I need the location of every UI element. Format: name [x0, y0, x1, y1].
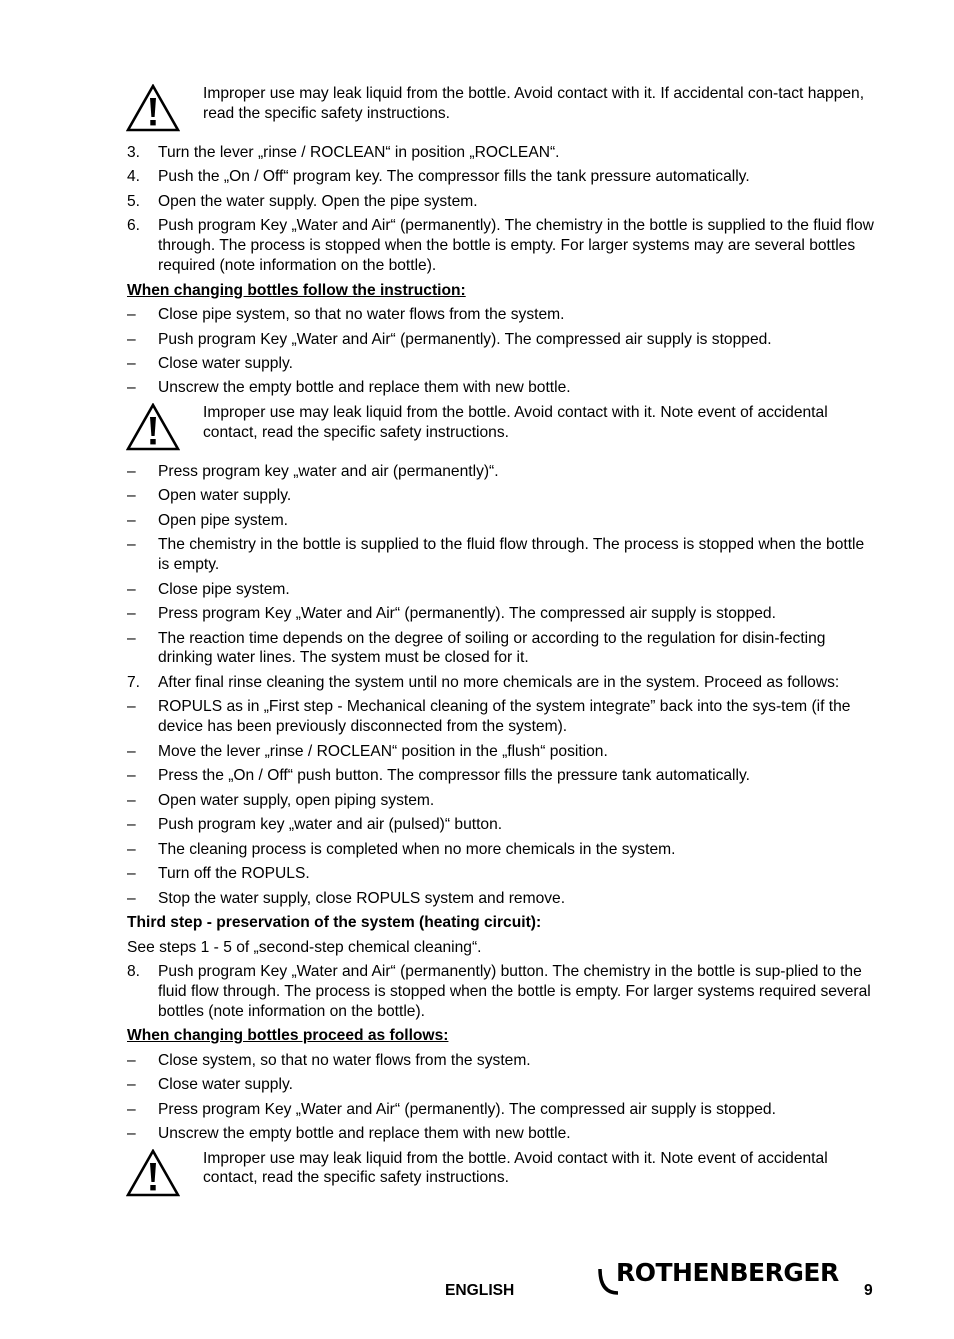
warning-triangle-icon [126, 84, 180, 132]
list-marker: 7. [127, 673, 141, 691]
list-marker: – [127, 1051, 136, 1069]
warning-text: Improper use may leak liquid from the bottle. Avoid contact with it. Note event of accidental contact, read the specific safety instructions. [203, 403, 828, 441]
item-text: Open the water supply. Open the pipe system. [158, 192, 478, 210]
list-marker: – [127, 791, 136, 809]
item-text: The reaction time depends on the degree of soiling or according to the regulation for disin-fecting drinking water lines. The system must be closed for it. [158, 629, 826, 667]
dash-list-item [127, 1075, 875, 1095]
dash-list-item [127, 1051, 875, 1071]
item-text: Close water supply. [158, 354, 293, 372]
list-marker: – [127, 605, 136, 623]
item-text: Press the „On / Off“ push button. The compressor fills the pressure tank automatically. [158, 767, 750, 785]
list-marker: – [127, 536, 136, 554]
dash-list-item [127, 791, 875, 811]
list-marker: – [127, 840, 136, 858]
warning-triangle-icon [126, 1149, 180, 1197]
dash-list-item [127, 330, 875, 350]
list-marker: – [127, 889, 136, 907]
dash-list-item [127, 864, 875, 884]
item-text: Unscrew the empty bottle and replace them with new bottle. [158, 1125, 571, 1143]
dash-list-item [127, 1124, 875, 1144]
dash-list-item [127, 742, 875, 762]
list-marker: 6. [127, 217, 141, 235]
dash-list-item [127, 462, 875, 482]
footer-language: ENGLISH [445, 1282, 515, 1299]
dash-list-item [127, 354, 875, 374]
dash-list-item [127, 511, 875, 531]
list-marker: – [127, 629, 136, 647]
numbered-step [127, 143, 875, 163]
numbered-step [127, 216, 875, 275]
item-text: Open water supply, open piping system. [158, 791, 435, 809]
list-marker: – [127, 816, 136, 834]
item-text: Turn off the ROPULS. [158, 865, 310, 883]
list-marker: – [127, 330, 136, 348]
safety-warning [127, 1149, 875, 1197]
item-text: Push the „On / Off“ program key. The compressor fills the tank pressure automatically. [158, 168, 750, 186]
dash-list-item [127, 580, 875, 600]
list-marker: – [127, 865, 136, 883]
safety-warning [127, 403, 875, 451]
safety-warning [127, 84, 875, 132]
brand-logo [596, 1258, 839, 1299]
section-heading: When changing bottles follow the instruction: [127, 281, 466, 299]
brand-name: ROTHENBERGER [616, 1258, 839, 1287]
dash-list-item [127, 1100, 875, 1120]
item-text: Turn the lever „rinse / ROCLEAN“ in position „ROCLEAN“. [158, 144, 560, 161]
warning-triangle-icon [126, 403, 180, 451]
item-text: Press program Key „Water and Air“ (permanently). The compressed air supply is stopped. [158, 605, 776, 623]
item-text: Move the lever „rinse / ROCLEAN“ position in the „flush“ position. [158, 742, 608, 760]
list-marker: – [127, 580, 136, 598]
dash-list-item [127, 889, 875, 909]
list-marker: 5. [127, 192, 141, 210]
item-text: Stop the water supply, close ROPULS system and remove. [158, 889, 566, 907]
numbered-step [127, 673, 875, 693]
item-text: Unscrew the empty bottle and replace them with new bottle. [158, 379, 571, 397]
document-body [127, 84, 875, 1208]
item-text: Close pipe system, so that no water flows from the system. [158, 306, 565, 324]
list-marker: 8. [127, 963, 141, 981]
item-text: Close water supply. [158, 1076, 293, 1094]
list-marker: – [127, 742, 136, 760]
dash-list-item [127, 629, 875, 669]
item-text: Close system, so that no water flows from the system. [158, 1051, 531, 1069]
list-marker: – [127, 698, 136, 716]
list-marker: – [127, 354, 136, 372]
dash-list-item [127, 486, 875, 506]
item-text: Close pipe system. [158, 580, 290, 598]
item-text: The chemistry in the bottle is supplied to the fluid flow through. The process is stopped when the bottle is empty. [158, 536, 865, 574]
warning-text: Improper use may leak liquid from the bottle. Avoid contact with it. Note event of accidental contact, read the specific safety instructions. [203, 1149, 828, 1187]
list-marker: – [127, 462, 136, 480]
list-marker: – [127, 1100, 136, 1118]
list-marker: – [127, 379, 136, 397]
list-marker: – [127, 1125, 136, 1143]
list-marker: – [127, 767, 136, 785]
item-text: After final rinse cleaning the system until no more chemicals are in the system. Proceed as follows: [158, 673, 840, 691]
numbered-step [127, 962, 875, 1021]
list-marker: 3. [127, 144, 141, 161]
dash-list-item [127, 535, 875, 575]
numbered-step [127, 167, 875, 187]
dash-list-item [127, 697, 875, 737]
item-text: Push program Key „Water and Air“ (permanently). The compressed air supply is stopped. [158, 330, 772, 348]
dash-list-item [127, 840, 875, 860]
section-heading: When changing bottles proceed as follows: [127, 1027, 449, 1045]
item-text: Open pipe system. [158, 511, 289, 529]
dash-list-item [127, 815, 875, 835]
dash-list-item [127, 378, 875, 398]
dash-list-item [127, 604, 875, 624]
list-marker: – [127, 306, 136, 324]
item-text: Push program Key „Water and Air“ (permanently). The chemistry in the bottle is supplied to the fluid flow through. The process is stopped when the bottle is empty. For larger systems may are several bottles required (note information on the bottle). [158, 217, 874, 275]
item-text: The cleaning process is completed when no more chemicals in the system. [158, 840, 676, 858]
item-text: Press program Key „Water and Air“ (permanently). The compressed air supply is stopped. [158, 1100, 776, 1118]
item-text: Push program Key „Water and Air“ (permanently) button. The chemistry in the bottle is sup-plied to the fluid flow through. The process is stopped when the bottle is empty. For larger systems required several bottles (note information on the bottle). [158, 963, 871, 1020]
item-text: Push program key „water and air (pulsed)“ button. [158, 816, 503, 834]
page-number: 9 [864, 1282, 873, 1299]
item-text: ROPULS as in „First step - Mechanical cleaning of the system integrate” back into the sys-tem (if the device has been previously disconnected from the system). [158, 698, 851, 736]
numbered-step [127, 192, 875, 212]
list-marker: 4. [127, 168, 141, 186]
list-marker: – [127, 1076, 136, 1094]
dash-list-item [127, 305, 875, 325]
warning-text: Improper use may leak liquid from the bottle. Avoid contact with it. If accidental con-tact happen, read the specific safety instructions. [203, 85, 865, 122]
list-marker: – [127, 487, 136, 505]
paragraph: See steps 1 - 5 of „second-step chemical cleaning“. [127, 938, 482, 956]
item-text: Open water supply. [158, 487, 292, 505]
list-marker: – [127, 511, 136, 529]
section-heading: Third step - preservation of the system (heating circuit): [127, 914, 542, 932]
dash-list-item [127, 766, 875, 786]
item-text: Press program key „water and air (permanently)“. [158, 462, 499, 480]
